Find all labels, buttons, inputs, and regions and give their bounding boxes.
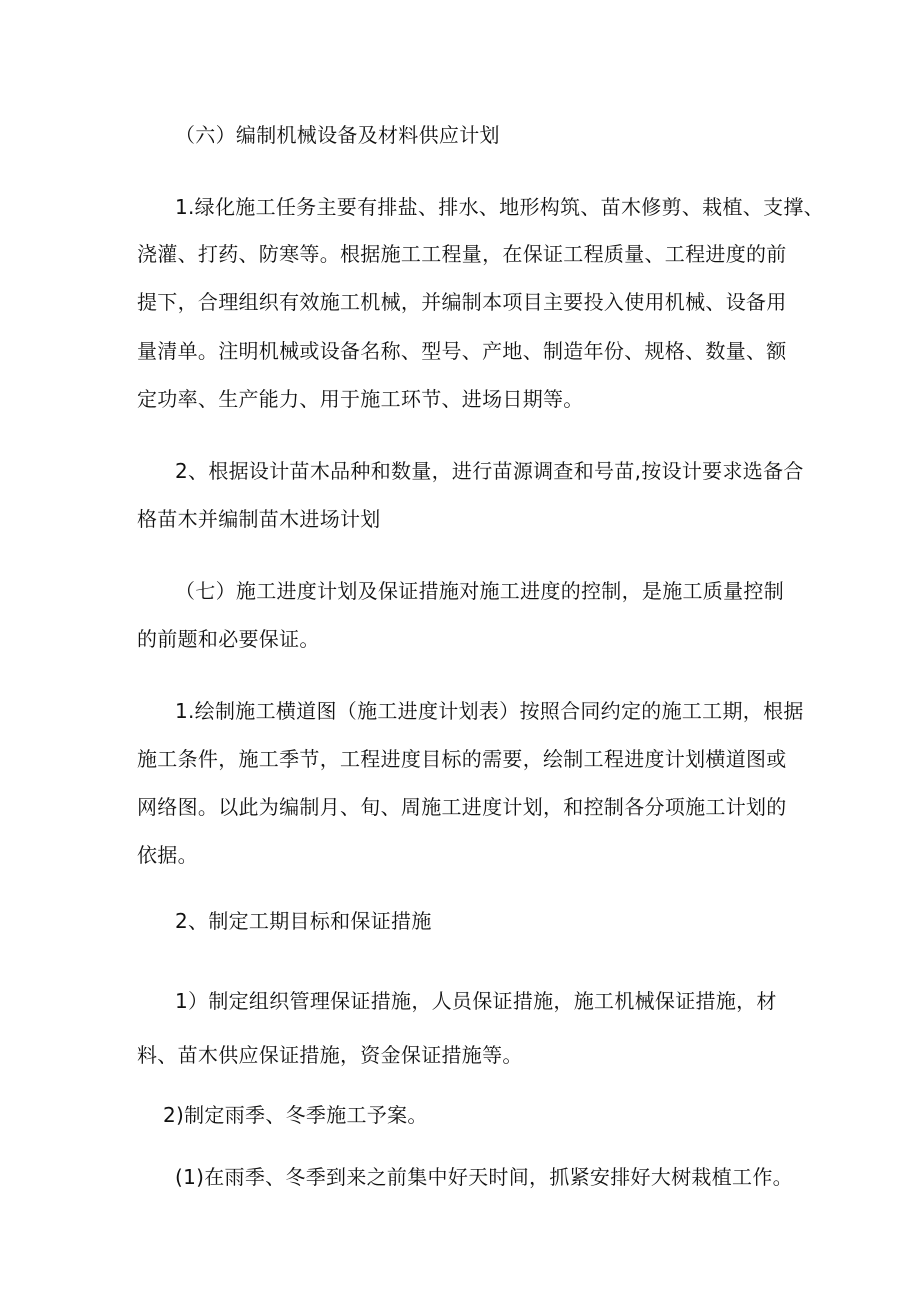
- paragraph-line: 提下，合理组织有效施工机械，并编制本项目主要投入使用机械、设备用: [137, 290, 787, 314]
- paragraph-line: 格苗木并编制苗木进场计划: [137, 507, 381, 531]
- paragraph-line: 浇灌、打药、防寒等。根据施工工程量，在保证工程质量、工程进度的前: [137, 242, 787, 266]
- paragraph-line: 1.绿化施工任务主要有排盐、排水、地形构筑、苗木修剪、栽植、支撑、: [175, 195, 824, 219]
- paragraph-line: 网络图。以此为编制月、旬、周施工进度计划，和控制各分项施工计划的: [137, 795, 787, 819]
- paragraph-line: 量清单。注明机械或设备名称、型号、产地、制造年份、规格、数量、额: [137, 339, 787, 363]
- paragraph-line: 施工条件，施工季节，工程进度目标的需要，绘制工程进度计划横道图或: [137, 747, 787, 771]
- paragraph-line: 的前题和必要保证。: [137, 627, 320, 651]
- paragraph-line: 1）制定组织管理保证措施，人员保证措施，施工机械保证措施，材: [175, 989, 777, 1013]
- paragraph-line: 定功率、生产能力、用于施工环节、进场日期等。: [137, 387, 584, 411]
- paragraph-line: 依据。: [137, 843, 198, 867]
- section-heading-7: （七）施工进度计划及保证措施对施工进度的控制，是施工质量控制: [175, 579, 784, 603]
- list-item: (1)在雨季、冬季到来之前集中好天时间，抓紧安排好大树栽植工作。: [175, 1165, 793, 1189]
- list-item: 2)制定雨季、冬季施工予案。: [163, 1103, 428, 1127]
- section-heading-6: （六）编制机械设备及材料供应计划: [175, 123, 500, 147]
- paragraph-line: 2、根据设计苗木品种和数量，进行苗源调查和号苗,按设计要求选备合: [175, 459, 804, 483]
- subheading: 2、制定工期目标和保证措施: [175, 909, 432, 933]
- paragraph-line: 料、苗木供应保证措施，资金保证措施等。: [137, 1043, 523, 1067]
- paragraph-line: 1.绘制施工横道图（施工进度计划表）按照合同约定的施工工期，根据: [175, 699, 804, 723]
